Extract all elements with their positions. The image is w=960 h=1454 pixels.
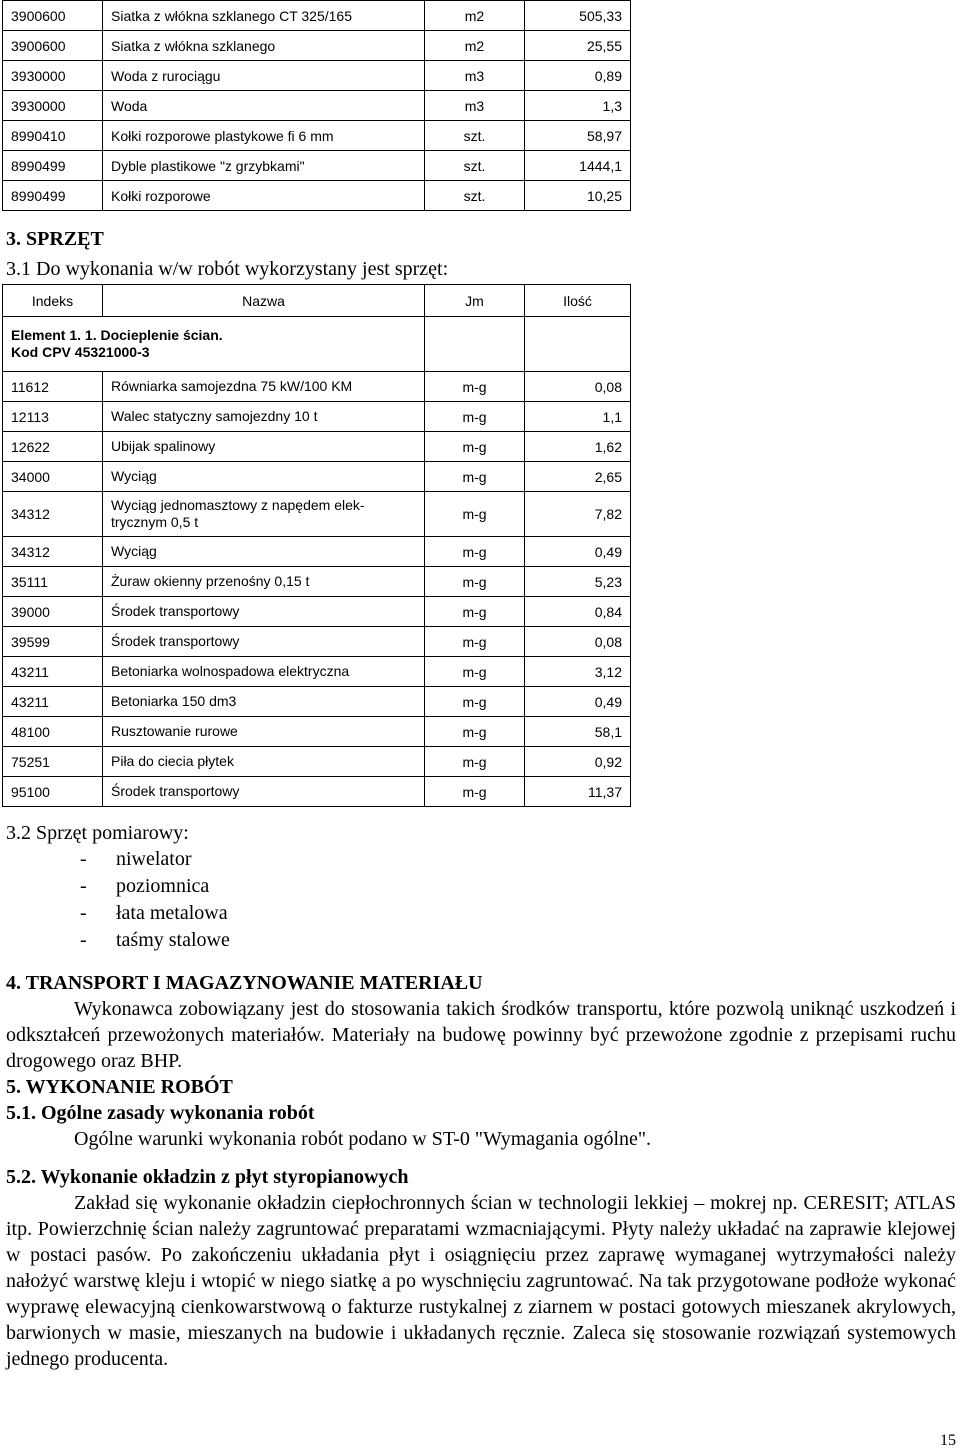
cell-code: 35111 (3, 567, 103, 597)
cell-qty: 58,97 (525, 121, 631, 151)
cell-name: Środek transportowy (103, 777, 425, 807)
table-row (3, 181, 631, 211)
cell-code: 48100 (3, 717, 103, 747)
cell-unit: m2 (425, 31, 525, 61)
cell-unit: m-g (425, 717, 525, 747)
cell-code: 43211 (3, 657, 103, 687)
list-item (80, 846, 230, 873)
dash-bullet: - (80, 929, 87, 951)
cell-code: 34312 (3, 537, 103, 567)
section-3-title: 3. SPRZĘT (6, 228, 104, 250)
cell-unit: m-g (425, 462, 525, 492)
section-4-title: 4. TRANSPORT I MAGAZYNOWANIE MATERIAŁU (6, 972, 483, 994)
element-qty-empty (525, 317, 631, 372)
cell-code: 95100 (3, 777, 103, 807)
element-cell (3, 317, 425, 372)
cell-unit: m2 (425, 1, 525, 31)
cell-qty: 1,3 (525, 91, 631, 121)
page-number: 15 (940, 1432, 956, 1449)
cell-unit: m-g (425, 372, 525, 402)
section-5-1-title: 5.1. Ogólne zasady wykonania robót (6, 1102, 315, 1124)
cell-name: Ubijak spalinowy (103, 432, 425, 462)
table-row (3, 91, 631, 121)
element-row (3, 317, 631, 372)
cell-qty: 0,49 (525, 537, 631, 567)
equipment-table-body (3, 285, 631, 807)
cell-unit: szt. (425, 151, 525, 181)
table-row (3, 372, 631, 402)
header-qty: Ilość (525, 285, 631, 317)
element-cpv-code: Kod CPV 45321000-3 (11, 344, 150, 360)
cell-name: Rusztowanie rurowe (103, 717, 425, 747)
cell-name: Piła do ciecia płytek (103, 747, 425, 777)
cell-name: Równiarka samojezdna 75 kW/100 KM (103, 372, 425, 402)
cell-name: Kołki rozporowe (103, 181, 425, 211)
cell-qty: 2,65 (525, 462, 631, 492)
cell-unit: m-g (425, 432, 525, 462)
cell-code: 12113 (3, 402, 103, 432)
cell-unit: m-g (425, 402, 525, 432)
dash-bullet: - (80, 875, 87, 897)
cell-qty: 505,33 (525, 1, 631, 31)
table-row (3, 151, 631, 181)
cell-qty: 0,08 (525, 627, 631, 657)
cell-name: Środek transportowy (103, 627, 425, 657)
cell-unit: m-g (425, 747, 525, 777)
table-row (3, 432, 631, 462)
cell-code: 8990499 (3, 151, 103, 181)
table-row (3, 777, 631, 807)
cell-name: Walec statyczny samojezdny 10 t (103, 402, 425, 432)
cell-qty: 11,37 (525, 777, 631, 807)
cell-code: 3900600 (3, 31, 103, 61)
table-row (3, 492, 631, 537)
table-row (3, 402, 631, 432)
table-header-row (3, 285, 631, 317)
table-row (3, 657, 631, 687)
cell-unit: m-g (425, 537, 525, 567)
cell-code: 39599 (3, 627, 103, 657)
section-5-1-body: Ogólne warunki wykonania robót podano w ST-0 "Wymagania ogólne". (74, 1128, 652, 1150)
dash-bullet: - (80, 848, 87, 870)
cell-code: 11612 (3, 372, 103, 402)
cell-name: Środek transportowy (103, 597, 425, 627)
cell-name: Wyciąg (103, 462, 425, 492)
cell-qty: 3,12 (525, 657, 631, 687)
cell-code: 39000 (3, 597, 103, 627)
table-row (3, 61, 631, 91)
header-unit: Jm (425, 285, 525, 317)
table-row (3, 537, 631, 567)
cell-unit: m-g (425, 567, 525, 597)
table-row (3, 1, 631, 31)
cell-code: 3930000 (3, 91, 103, 121)
cell-qty: 7,82 (525, 492, 631, 537)
cell-unit: m-g (425, 657, 525, 687)
cell-qty: 0,89 (525, 61, 631, 91)
cell-qty: 1,1 (525, 402, 631, 432)
list-item (80, 927, 230, 954)
table-row (3, 597, 631, 627)
table-row (3, 717, 631, 747)
cell-unit: m-g (425, 597, 525, 627)
cell-code: 34000 (3, 462, 103, 492)
table-row (3, 462, 631, 492)
table-row (3, 567, 631, 597)
cell-unit: m-g (425, 627, 525, 657)
section-5-2-title: 5.2. Wykonanie okładzin z płyt styropianowych (6, 1166, 409, 1188)
cell-name: Betoniarka 150 dm3 (103, 687, 425, 717)
table-row (3, 687, 631, 717)
table-row (3, 627, 631, 657)
cell-qty: 25,55 (525, 31, 631, 61)
cell-name: Woda z rurociągu (103, 61, 425, 91)
cell-name: Wyciąg jednomasztowy z napędem elek-trycznym 0,5 t (103, 492, 425, 537)
cell-unit: m3 (425, 61, 525, 91)
table-row (3, 747, 631, 777)
header-index: Indeks (3, 285, 103, 317)
cell-name: Kołki rozporowe plastykowe fi 6 mm (103, 121, 425, 151)
cell-name: Siatka z włókna szklanego CT 325/165 (103, 1, 425, 31)
dash-bullet: - (80, 902, 87, 924)
cell-qty: 1,62 (525, 432, 631, 462)
cell-qty: 58,1 (525, 717, 631, 747)
list-item (80, 900, 230, 927)
cell-qty: 0,49 (525, 687, 631, 717)
cell-name: Wyciąg (103, 537, 425, 567)
cell-code: 75251 (3, 747, 103, 777)
cell-code: 34312 (3, 492, 103, 537)
list-item (80, 873, 230, 900)
section-4-body: Wykonawca zobowiązany jest do stosowania takich środków transportu, które pozwolą uniknąć uszkodzeń i odkształceń przewożonych materiałów. Materiały na budowę powinny być przewożone zgodnie z przepisami ruchu drogowego oraz BHP. (6, 998, 956, 1072)
table-row (3, 31, 631, 61)
cell-qty: 10,25 (525, 181, 631, 211)
table-row (3, 121, 631, 151)
cell-qty: 5,23 (525, 567, 631, 597)
list-item-text: niwelator (116, 848, 192, 870)
section-5-title: 5. WYKONANIE ROBÓT (6, 1076, 233, 1098)
cell-qty: 0,92 (525, 747, 631, 777)
cell-code: 8990499 (3, 181, 103, 211)
cell-qty: 0,84 (525, 597, 631, 627)
section-3-1-subtitle: 3.1 Do wykonania w/w robót wykorzystany jest sprzęt: (6, 258, 449, 280)
cell-code: 8990410 (3, 121, 103, 151)
materials-table-body (3, 1, 631, 211)
element-unit-empty (425, 317, 525, 372)
cell-unit: m-g (425, 777, 525, 807)
list-item-text: poziomnica (116, 875, 210, 897)
cell-unit: szt. (425, 181, 525, 211)
cell-unit: m-g (425, 492, 525, 537)
list-item-text: taśmy stalowe (116, 929, 230, 951)
header-name: Nazwa (103, 285, 425, 317)
cell-unit: m3 (425, 91, 525, 121)
cell-name: Siatka z włókna szklanego (103, 31, 425, 61)
element-title: Element 1. 1. Docieplenie ścian. (11, 327, 223, 343)
section-5-2-body: Zakład się wykonanie okładzin ciepłochronnych ścian w technologii lekkiej – mokrej np. CERESIT; ATLAS itp. Powierzchnię ścian należy zagruntować preparatami wzmacniającymi. Płyty należy układać na zaprawie klejowej w postaci pasów. Po zakończeniu układania płyt i osiągnięciu przez zaprawę wymaganej wytrzymałości należy nałożyć warstwę kleju i wtopić w niego siatkę a po wyschnięciu zagruntować. Na tak przygotowane podłoże wykonać wyprawę elewacyjną cienkowarstwową o fakturze rustykalnej z ziarnem w postaci gotowych mieszanek akrylowych, barwionych w masie, mieszanych na budowie i układanych ręcznie. Zaleca się stosowanie rozwiązań systemowych jednego producenta. (6, 1192, 956, 1370)
materials-table (2, 0, 631, 211)
equipment-table (2, 284, 631, 807)
measuring-equipment-list (80, 846, 230, 954)
cell-code: 12622 (3, 432, 103, 462)
list-item-text: łata metalowa (116, 902, 228, 924)
cell-unit: m-g (425, 687, 525, 717)
cell-code: 3900600 (3, 1, 103, 31)
cell-name: Żuraw okienny przenośny 0,15 t (103, 567, 425, 597)
cell-name: Betoniarka wolnospadowa elektryczna (103, 657, 425, 687)
cell-qty: 1444,1 (525, 151, 631, 181)
cell-qty: 0,08 (525, 372, 631, 402)
cell-code: 43211 (3, 687, 103, 717)
cell-name: Woda (103, 91, 425, 121)
cell-unit: szt. (425, 121, 525, 151)
cell-name: Dyble plastikowe "z grzybkami" (103, 151, 425, 181)
cell-code: 3930000 (3, 61, 103, 91)
section-3-2-title: 3.2 Sprzęt pomiarowy: (6, 822, 189, 844)
